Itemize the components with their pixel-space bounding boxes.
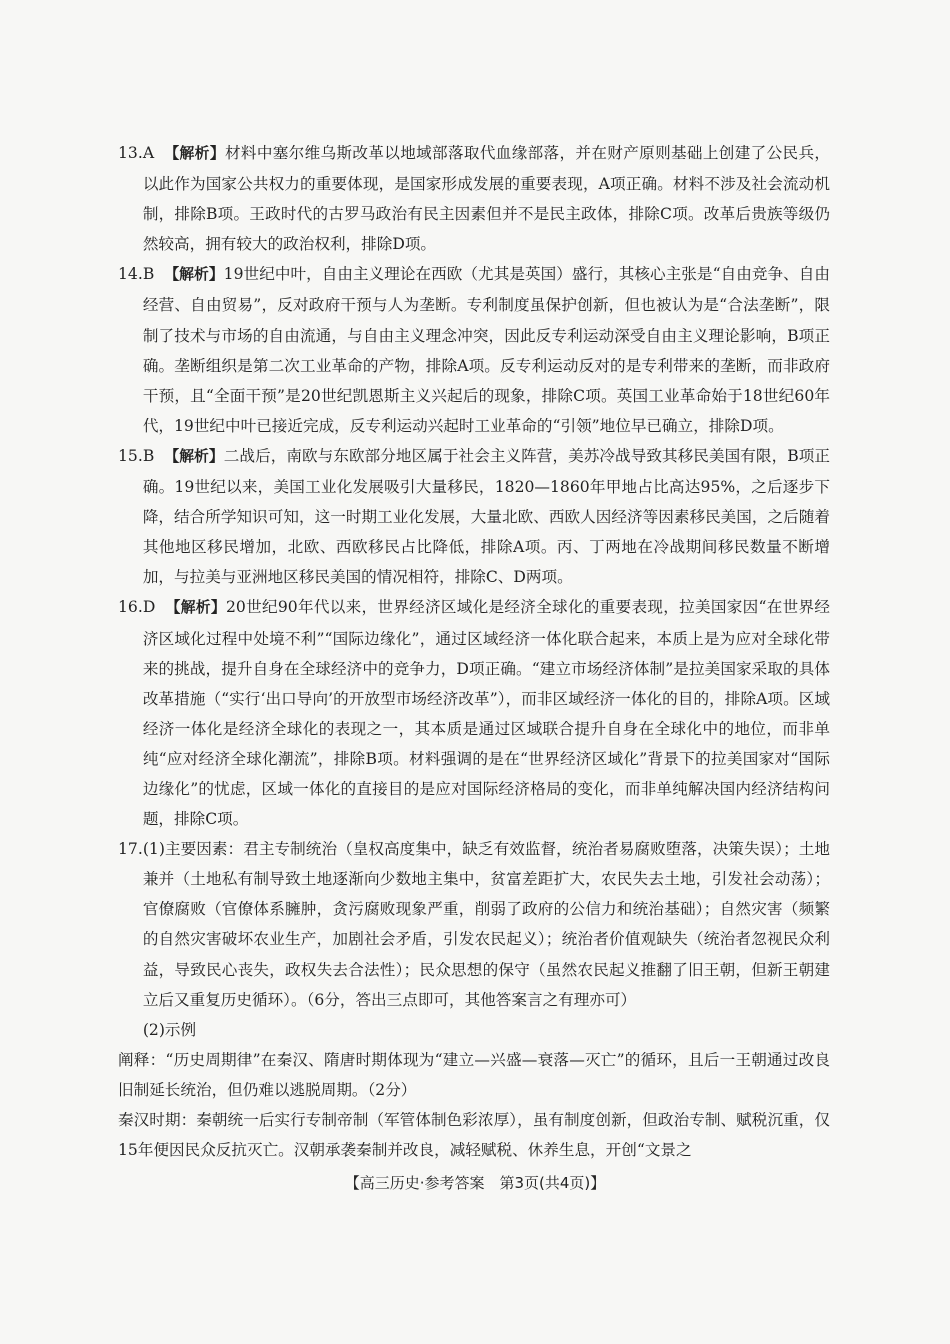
answer-letter: B <box>142 446 155 465</box>
question-number: 13. <box>118 144 143 162</box>
page-footer: 【高三历史·参考答案 第3页(共4页)】 <box>344 1174 606 1192</box>
q17-explanation: 阐释：“历史周期律”在秦汉、隋唐时期体现为“建立—兴盛—衰落—灭亡”的循环，且后一王朝通过改良旧制延长统治，但仍难以逃脱周期。（2分） <box>118 1050 830 1099</box>
answer-letter: B <box>142 265 155 284</box>
q17-qinhan: 秦汉时期：秦朝统一后实行专制帝制（军管体制色彩浓厚），虽有制度创新，但政治专制、赋税沉重，仅15年便因民众反抗灭亡。汉朝承袭秦制并改良，减轻赋税、休养生息，开创“文景之 <box>118 1111 830 1160</box>
question-13 <box>118 138 830 259</box>
question-number: 16. <box>118 598 143 617</box>
question-number: 17. <box>118 840 143 859</box>
analysis-tag: 【解析】 <box>165 599 226 617</box>
question-16 <box>118 592 830 834</box>
question-number: 14. <box>118 265 143 284</box>
question-17 <box>118 834 830 1045</box>
analysis-text: 19世纪中叶，自由主义理论在西欧（尤其是英国）盛行，其核心主张是“自由竞争、自由经营、自由贸易”，反对政府干预与人为垄断。专利制度虽保护创新，但也被认为是“合法垄断”，限制了技术与市场的自由流通，与自由主义理念冲突，因此反专利运动深受自由主义理论影响，B项正确。垄断组织是第二次工业革命的产物，排除A项。反专利运动反对的是专利带来的垄断，而非政府干预，且“全面干预”是20世纪凯恩斯主义兴起后的现象，排除C项。英国工业革命始于18世纪60年代，19世纪中叶已接近完成，反专利运动兴起时工业革命的“引领”地位早已确立，排除D项。 <box>142 265 830 435</box>
answer-letter: D <box>142 598 156 617</box>
q17-part1: (1)主要因素：君主专制统治（皇权高度集中，缺乏有效监督，统治者易腐败堕落，决策失误）；土地兼并（土地私有制导致土地逐渐向少数地主集中，贫富差距扩大，农民失去土地，引发社会动荡）；官僚腐败（官僚体系臃肿，贪污腐败现象严重，削弱了政府的公信力和统治基础）；自然灾害（频繁的自然灾害破坏农业生产，加剧社会矛盾，引发农民起义）；统治者价值观缺失（统治者忽视民众利益，导致民心丧失，政权失去合法性）；民众思想的保守（虽然农民起义推翻了旧王朝，但新王朝建立后又重复历史循环）。（6分，答出三点即可，其他答案言之有理亦可） <box>142 840 830 1009</box>
analysis-tag: 【解析】 <box>164 447 224 465</box>
question-14 <box>118 259 830 441</box>
question-15 <box>118 441 830 592</box>
q17-part2-title: (2)示例 <box>142 1020 197 1039</box>
analysis-text: 二战后，南欧与东欧部分地区属于社会主义阵营，美苏冷战导致其移民美国有限，B项正确。19世纪以来，美国工业化发展吸引大量移民，1820—1860年甲地占比高达95%，之后逐步下降，结合所学知识可知，这一时期工业化发展，大量北欧、西欧人因经济等因素移民美国，之后随着其他地区移民增加，北欧、西欧移民占比降低，排除A项。丙、丁两地在冷战期间移民数量不断增加，与拉美与亚洲地区移民美国的情况相符，排除C、D两项。 <box>142 446 830 587</box>
analysis-text: 材料中塞尔维乌斯改革以地域部落取代血缘部落，并在财产原则基础上创建了公民兵，以此作为国家公共权力的重要体现，是国家形成发展的重要表现，A项正确。材料不涉及社会流动机制，排除B项。王政时代的古罗马政治有民主因素但并不是民主政体，排除C项。改革后贵族等级仍然较高，拥有较大的政治权利，排除D项。 <box>142 144 830 254</box>
answer-content <box>118 138 830 1165</box>
analysis-tag: 【解析】 <box>164 266 224 284</box>
analysis-tag: 【解析】 <box>164 145 225 162</box>
answer-letter: A <box>142 144 155 162</box>
analysis-text: 20世纪90年代以来，世界经济区域化是经济全球化的重要表现，拉美国家因“在世界经济区域化过程中处境不利”“国际边缘化”，通过区域经济一体化联合起来，本质上是为应对全球化带来的挑战，提升自身在全球经济中的竞争力，D项正确。“建立市场经济体制”是拉美国家采取的具体改革措施（“实行‘出口导向’的开放型市场经济改革”），而非区域经济一体化的目的，排除A项。区域经济一体化是经济全球化的表现之一，其本质是通过区域联合提升自身在全球化中的地位，而非单纯“应对经济全球化潮流”，排除B项。材料强调的是在“世界经济区域化”背景下的拉美国家对“国际边缘化”的忧虑，区域一体化的直接目的是应对国际经济格局的变化，而非单纯解决国内经济结构问题，排除C项。 <box>142 598 830 829</box>
question-number: 15. <box>118 446 143 465</box>
